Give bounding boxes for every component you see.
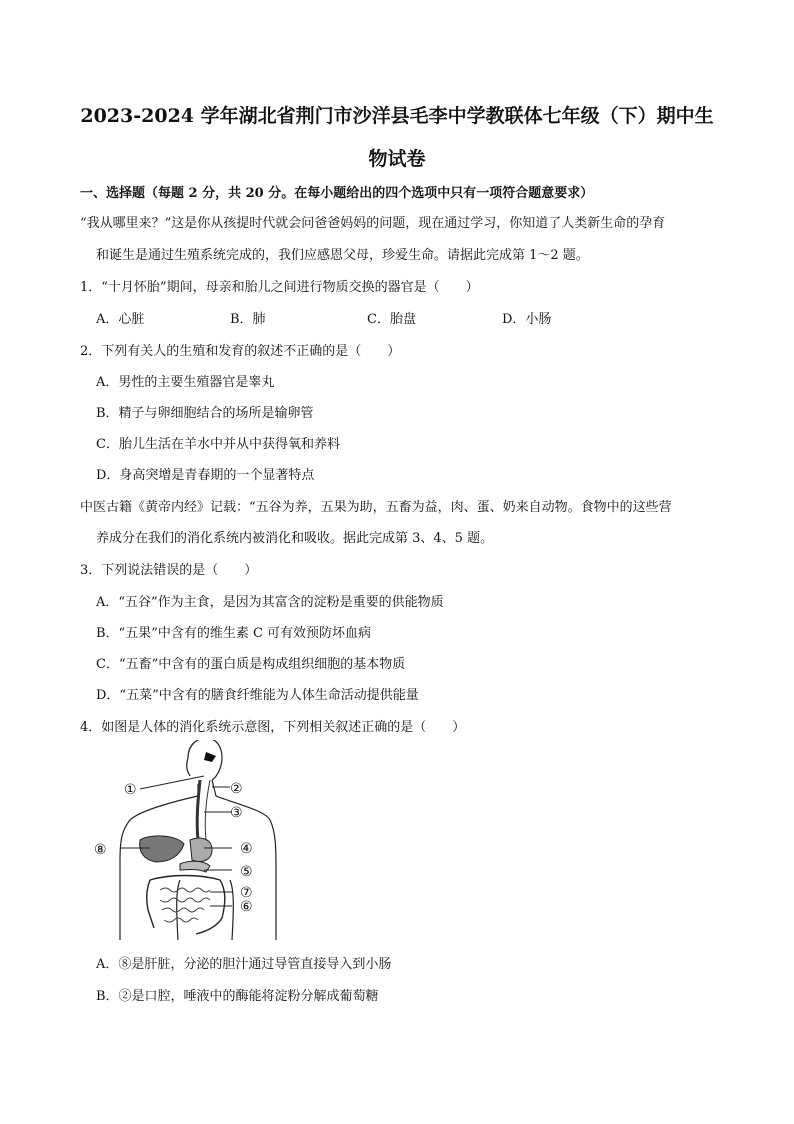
large-intestine bbox=[147, 876, 225, 935]
diagram-label-3: ③ bbox=[230, 805, 243, 821]
diagram-label-1: ① bbox=[124, 782, 137, 798]
diagram-label-6: ⑥ bbox=[240, 899, 253, 915]
q1-stem: 1．“十月怀胎”期间，母亲和胎儿之间进行物质交换的器官是（ ） bbox=[80, 280, 479, 295]
diagram-label-2: ② bbox=[230, 781, 243, 797]
q4-option-b: B．②是口腔，唾液中的酶能将淀粉分解成葡萄糖 bbox=[96, 989, 379, 1004]
section-heading: 一、选择题（每题 2 分，共 20 分。在每小题给出的四个选项中只有一项符合题意要求） bbox=[80, 186, 594, 201]
q4-option-a: A．⑧是肝脏，分泌的胆汁通过导管直接导入到小肠 bbox=[96, 957, 392, 972]
q1-option-d: D．小肠 bbox=[502, 312, 552, 327]
q1-option-c: C．胎盘 bbox=[367, 312, 416, 327]
q1-option-b: B．肺 bbox=[230, 312, 266, 327]
exam-title-line2: 物试卷 bbox=[368, 148, 426, 170]
q2-stem: 2．下列有关人的生殖和发育的叙述不正确的是（ ） bbox=[80, 344, 401, 359]
q2-option-b: B．精子与卵细胞结合的场所是输卵管 bbox=[96, 406, 314, 421]
q3-option-d: D．“五菜”中含有的膳食纤维能为人体生命活动提供能量 bbox=[96, 688, 419, 703]
stomach bbox=[190, 838, 212, 861]
q2-option-c: C．胎儿生活在羊水中并从中获得氧和养料 bbox=[96, 437, 340, 452]
q3-stem: 3．下列说法错误的是（ ） bbox=[80, 563, 258, 578]
diagram-label-4: ④ bbox=[240, 841, 253, 857]
trachea bbox=[205, 780, 210, 840]
exam-title-line1: 2023-2024 学年湖北省荆门市沙洋县毛李中学教联体七年级（下）期中生 bbox=[80, 105, 714, 127]
intro1-line2: 和诞生是通过生殖系统完成的，我们应感恩父母，珍爱生命。请据此完成第 1～2 题。 bbox=[96, 248, 589, 263]
diagram-label-7: ⑦ bbox=[240, 885, 253, 901]
oral-cavity bbox=[204, 752, 216, 762]
small-intestine bbox=[160, 888, 210, 922]
intro2-line2: 养成分在我们的消化系统内被消化和吸收。据此完成第 3、4、5 题。 bbox=[96, 531, 494, 546]
q3-option-c: C．“五畜”中含有的蛋白质是构成组织细胞的基本物质 bbox=[96, 657, 406, 672]
intro1-line1: “我从哪里来？”这是你从孩提时代就会问爸爸妈妈的问题，现在通过学习，你知道了人类新生命的孕育 bbox=[80, 216, 666, 231]
q1-option-a: A．心脏 bbox=[96, 312, 145, 327]
diagram-label-5: ⑤ bbox=[240, 864, 253, 880]
q3-option-b: B．“五果”中含有的维生素 C 可有效预防坏血病 bbox=[96, 626, 372, 641]
digestive-system-diagram bbox=[80, 740, 280, 945]
q4-stem: 4．如图是人体的消化系统示意图，下列相关叙述正确的是（ ） bbox=[80, 720, 466, 735]
intro2-line1: 中医古籍《黄帝内经》记载：“五谷为养，五果为助，五畜为益，肉、蛋、奶来自动物。食物中的这些营 bbox=[80, 500, 672, 515]
q2-option-a: A．男性的主要生殖器官是睾丸 bbox=[96, 375, 275, 390]
diagram-label-8: ⑧ bbox=[94, 842, 107, 858]
q3-option-a: A．“五谷”作为主食，是因为其富含的淀粉是重要的供能物质 bbox=[96, 595, 444, 610]
q2-option-d: D．身高突增是青春期的一个显著特点 bbox=[96, 468, 315, 483]
liver bbox=[140, 836, 184, 862]
